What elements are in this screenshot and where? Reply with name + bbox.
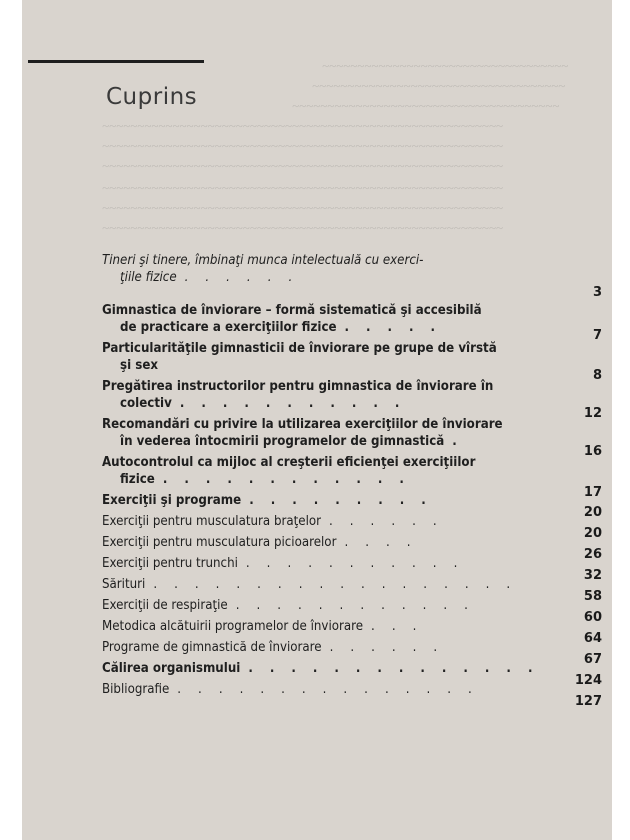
- bleed-through-line: ~~~~~~~~~~~~~~~~~~~~~~~~~~~~~~~~~~~~~~~~~~~~~~~~~~~~~~~~~: [102, 118, 503, 133]
- page-title: Cuprins: [106, 84, 198, 110]
- page-number: 20: [583, 526, 602, 541]
- toc-entry: Exerciţii de respiraţie ............: [102, 598, 485, 613]
- page-number: 127: [574, 694, 602, 709]
- toc-entry: Pregătirea instructorilor pentru gimnastica de înviorare în colectiv ...........: [102, 379, 494, 411]
- bleed-through-line: ~~~~~~~~~~~~~~~~~~~~~~~~~~~~~~~~~~~~~~~~~~~~~~~~~~~~~~~~~: [102, 138, 503, 153]
- page-number: 124: [574, 673, 602, 688]
- page-number: 12: [583, 406, 602, 421]
- toc-entry: Tineri şi tinere, îmbinaţi munca intelectuală cu exerci- ţiile fizice ......: [102, 253, 424, 285]
- toc-entry: Exerciţii pentru trunchi ...........: [102, 556, 475, 571]
- toc-entry: Programe de gimnastică de înviorare ......: [102, 640, 455, 655]
- toc-entry: Exerciţii şi programe .........: [102, 493, 443, 508]
- bleed-through-line: ~~~~~~~~~~~~~~~~~~~~~~~~~~~~~~~~~~~~~~: [292, 98, 560, 113]
- toc-entry: Metodica alcătuirii programelor de înviorare ...: [102, 619, 434, 634]
- toc-entry: Bibliografie ...............: [102, 682, 489, 697]
- toc-entry: Autocontrolul ca mijloc al creşterii eficienţei exerciţiilor fizice ............: [102, 455, 476, 487]
- page-number: 64: [583, 631, 602, 646]
- toc-entry: Sărituri ..................: [102, 577, 528, 592]
- page-number: 32: [583, 568, 602, 583]
- toc-entry: Particularităţile gimnasticii de înviorare pe grupe de vîrstă şi sex: [102, 341, 497, 373]
- heading-rule: [28, 60, 204, 63]
- toc-entry: Recomandări cu privire la utilizarea exerciţiilor de înviorare în vederea întocmirii programelor de gimnastică .: [102, 417, 503, 449]
- page-number: 16: [583, 444, 602, 459]
- page-number: 20: [583, 505, 602, 520]
- page-number: 26: [583, 547, 602, 562]
- page-number: 60: [583, 610, 602, 625]
- page-number: 3: [592, 285, 602, 300]
- bleed-through-line: ~~~~~~~~~~~~~~~~~~~~~~~~~~~~~~~~~~~~~~~~~~~~~~~~~~~~~~~~~: [102, 158, 503, 173]
- page-number: 58: [583, 589, 602, 604]
- toc-entry: Exerciţii pentru musculatura braţelor ......: [102, 514, 454, 529]
- page-number: 8: [592, 368, 602, 383]
- page-number: 17: [583, 485, 602, 500]
- bleed-through-line: ~~~~~~~~~~~~~~~~~~~~~~~~~~~~~~~~~~~: [322, 58, 569, 73]
- bleed-through-line: ~~~~~~~~~~~~~~~~~~~~~~~~~~~~~~~~~~~~~~~~~~~~~~~~~~~~~~~~~: [102, 180, 503, 195]
- page-number: 7: [592, 328, 602, 343]
- book-page: [22, 0, 612, 840]
- page-number: 67: [583, 652, 602, 667]
- bleed-through-line: ~~~~~~~~~~~~~~~~~~~~~~~~~~~~~~~~~~~~~~~~~~~~~~~~~~~~~~~~~: [102, 200, 503, 215]
- toc-entry: Călirea organismului ..............: [102, 661, 550, 676]
- toc-entry: Exerciţii pentru musculatura picioarelor ....: [102, 535, 428, 550]
- toc-entry: Gimnastica de înviorare – formă sistematică şi accesibilă de practicare a exerciţiilor fizice .....: [102, 303, 482, 335]
- bleed-through-line: ~~~~~~~~~~~~~~~~~~~~~~~~~~~~~~~~~~~~: [312, 78, 566, 93]
- bleed-through-line: ~~~~~~~~~~~~~~~~~~~~~~~~~~~~~~~~~~~~~~~~~~~~~~~~~~~~~~~~~: [102, 220, 503, 235]
